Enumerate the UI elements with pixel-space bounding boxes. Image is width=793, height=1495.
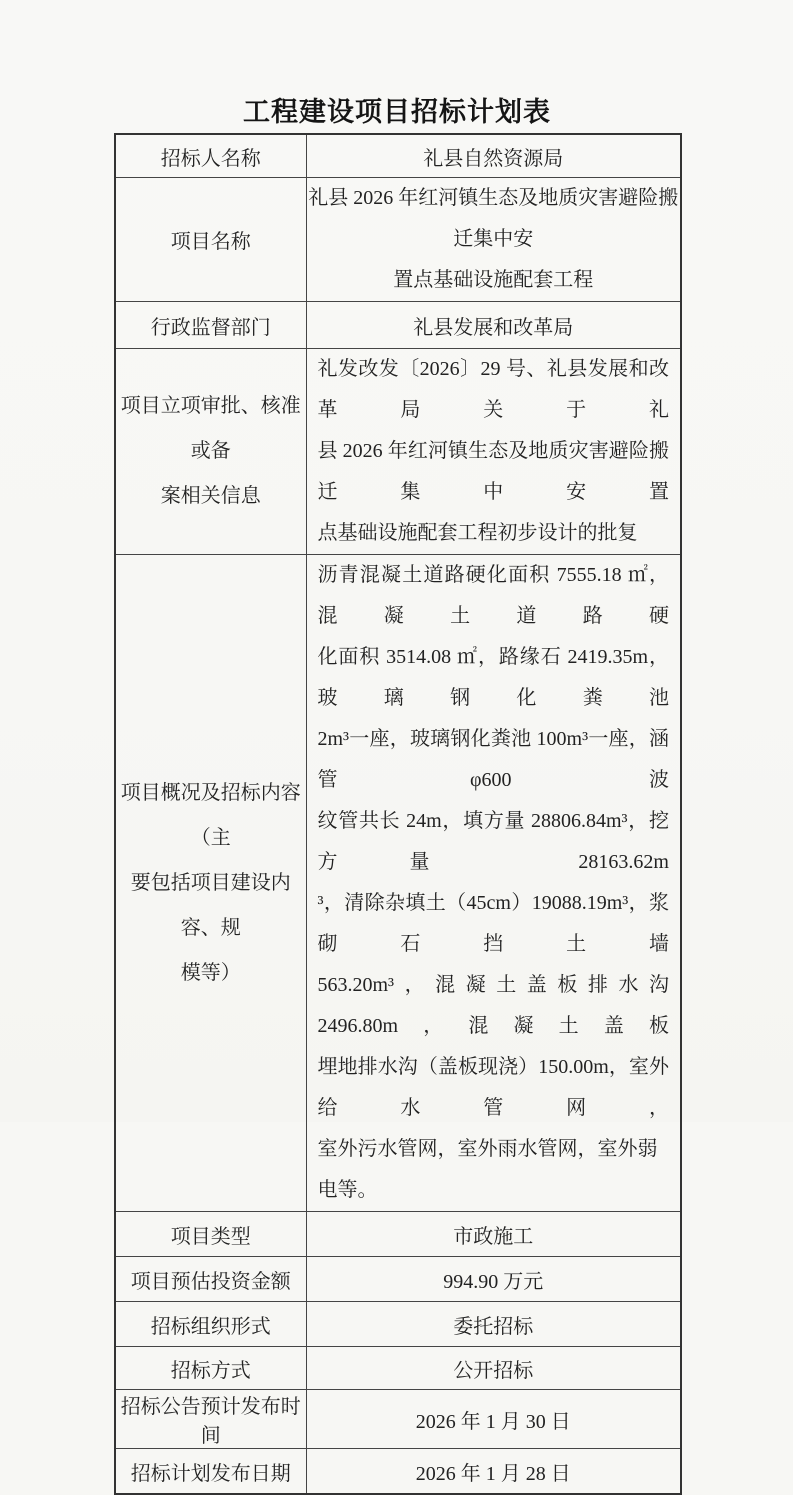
row-label	[115, 349, 306, 555]
row-label: 行政监督部门	[115, 302, 306, 349]
table-row	[115, 1257, 681, 1302]
value-line: 室外污水管网，室外雨水管网，室外弱电等。	[317, 1138, 658, 1201]
label-line: 项目概况及招标内容（主	[120, 781, 301, 849]
value-line: 埋地排水沟（盖板现浇）150.00m，室外给水管网，	[317, 1056, 669, 1119]
label-line: 要包括项目建设内容、规	[130, 871, 291, 939]
value-line: ³，清除杂填土（45cm）19088.19m³，浆砌石挡土墙	[317, 892, 669, 955]
table-row	[115, 1212, 681, 1257]
table-row	[115, 302, 681, 349]
row-label: 项目名称	[115, 178, 306, 302]
row-value: 994.90 万元	[306, 1257, 681, 1302]
row-label: 项目类型	[115, 1212, 306, 1257]
value-line: 2m³一座，玻璃钢化粪池 100m³一座，涵管φ600 波	[317, 728, 669, 791]
table-row	[115, 1347, 681, 1390]
row-label: 招标组织形式	[115, 1302, 306, 1347]
table-row	[115, 134, 681, 178]
table-row	[115, 1449, 681, 1495]
row-value	[306, 178, 681, 302]
label-line: 案相关信息	[160, 485, 261, 507]
row-value: 2026 年 1 月 30 日	[306, 1390, 681, 1449]
bidding-plan-table	[114, 133, 682, 1495]
table-row	[115, 555, 681, 1212]
row-value: 市政施工	[306, 1212, 681, 1257]
value-line: 县 2026 年红河镇生态及地质灾害避险搬迁集中安置	[317, 440, 669, 503]
row-label: 招标公告预计发布时间	[115, 1390, 306, 1449]
row-label: 招标方式	[115, 1347, 306, 1390]
value-line: 563.20m³，混凝土盖板排水沟 2496.80m，混凝土盖板	[317, 974, 669, 1037]
value-line: 沥青混凝土道路硬化面积 7555.18 ㎡，混凝土道路硬	[317, 564, 669, 627]
label-line: 项目立项审批、核准或备	[120, 395, 301, 462]
page-title: 工程建设项目招标计划表	[243, 97, 551, 127]
table-row	[115, 349, 681, 555]
row-value: 委托招标	[306, 1302, 681, 1347]
row-label: 招标计划发布日期	[115, 1449, 306, 1495]
label-line: 模等）	[180, 961, 241, 984]
value-line: 化面积 3514.08 ㎡，路缘石 2419.35m，玻璃钢化粪池	[317, 646, 669, 709]
row-value: 公开招标	[306, 1347, 681, 1390]
value-line: 点基础设施配套工程初步设计的批复	[317, 522, 638, 544]
row-label: 项目预估投资金额	[115, 1257, 306, 1302]
row-label: 招标人名称	[115, 134, 306, 178]
value-line: 礼发改发〔2026〕29 号、礼县发展和改革局关于礼	[317, 358, 669, 421]
value-line: 纹管共长 24m，填方量 28806.84m³，挖方量 28163.62m	[317, 810, 669, 873]
row-value	[306, 349, 681, 555]
table-row	[115, 178, 681, 302]
value-line: 置点基础设施配套工程	[393, 269, 594, 291]
row-value: 礼县发展和改革局	[306, 302, 681, 349]
value-line: 礼县 2026 年红河镇生态及地质灾害避险搬迁集中安	[308, 187, 679, 250]
table-row	[115, 1302, 681, 1347]
row-value: 2026 年 1 月 28 日	[306, 1449, 681, 1495]
row-value	[306, 555, 681, 1212]
row-label	[115, 555, 306, 1212]
table-row	[115, 1390, 681, 1449]
row-value: 礼县自然资源局	[306, 134, 681, 178]
